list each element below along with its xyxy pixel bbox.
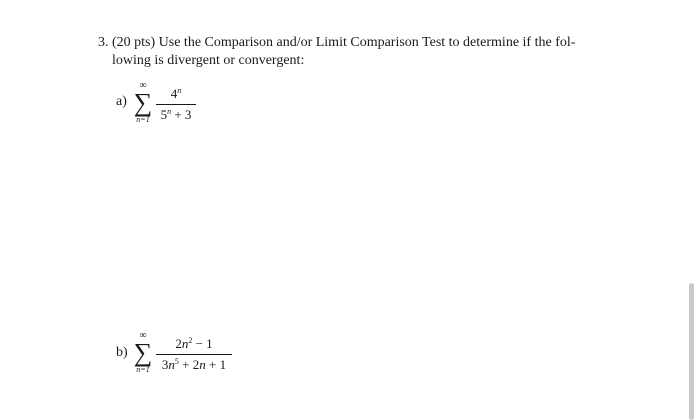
part-a <box>116 80 236 134</box>
problem-line-2: lowing is divergent or convergent: <box>112 53 305 68</box>
part-b-lower-limit: n=1 <box>136 365 150 374</box>
sigma-icon: ∑ <box>133 338 153 367</box>
part-a-summation <box>132 82 154 124</box>
part-a-lower-limit: n=1 <box>136 115 150 124</box>
part-b-upper-limit: ∞ <box>139 330 147 341</box>
part-a-denominator: $5^n + 3$ <box>160 107 192 122</box>
part-a-upper-limit: ∞ <box>139 80 147 91</box>
problem-number: 3. <box>98 35 109 50</box>
part-b <box>116 332 256 382</box>
part-a-fraction-bar <box>156 104 196 105</box>
part-b-label: b) <box>116 345 128 360</box>
problem-line-1 <box>98 34 628 52</box>
part-a-fraction <box>156 86 196 123</box>
sigma-icon: ∑ <box>133 88 153 117</box>
part-b-numerator: $2n^2 - 1$ <box>175 336 213 351</box>
problem-statement <box>98 34 628 70</box>
part-b-summation <box>132 332 154 374</box>
part-a-label: a) <box>116 94 127 109</box>
part-b-denominator: $3n^5 + 2n + 1$ <box>161 357 227 372</box>
part-a-numerator: 4$^n$ <box>170 86 182 101</box>
part-b-fraction-bar <box>156 354 232 355</box>
problem-text-1: (20 pts) Use the Comparison and/or Limit Comparison Test to determine if the fol- <box>112 35 576 50</box>
part-b-fraction <box>156 336 232 373</box>
vertical-scrollbar[interactable] <box>689 283 694 420</box>
